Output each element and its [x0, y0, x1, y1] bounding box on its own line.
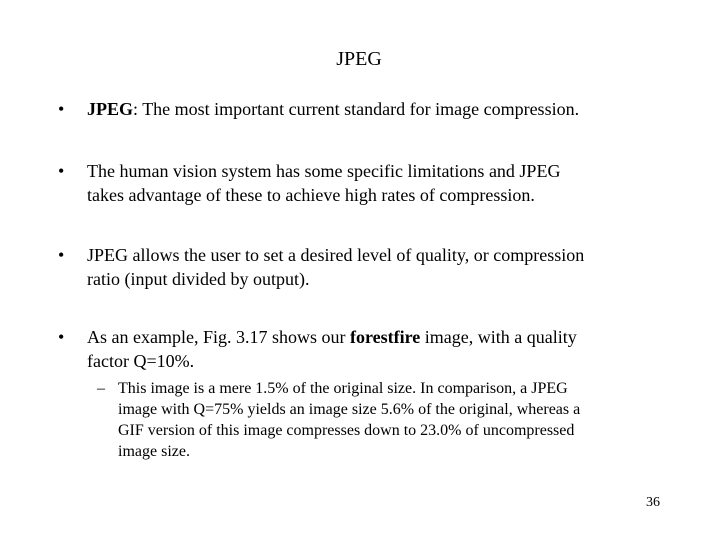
- sub-bullet-line: GIF version of this image compresses down to 23.0% of uncompressed: [118, 422, 575, 439]
- bullet-bold-lead: JPEG: [87, 99, 134, 119]
- bullet-line-post: image, with a quality: [420, 327, 577, 347]
- dash-icon: –: [97, 380, 105, 397]
- sub-bullet-line: image size.: [118, 443, 190, 460]
- bullet-bold-term: forestfire: [349, 327, 421, 347]
- bullet-text: [87, 325, 658, 373]
- bullet-line-pre: As an example, Fig. 3.17 shows our: [87, 327, 350, 347]
- bullet-icon: •: [58, 327, 65, 347]
- sub-bullet-text: [118, 378, 658, 462]
- bullet-line: factor Q=10%.: [87, 351, 195, 371]
- bullet-icon: •: [58, 99, 65, 119]
- bullet-line: The human vision system has some specific limitations and JPEG: [87, 161, 561, 181]
- bullet-icon: •: [58, 245, 65, 265]
- bullet-line: takes advantage of these to achieve high rates of compression.: [87, 185, 535, 205]
- sub-bullet-line: image with Q=75% yields an image size 5.6% of the original, whereas a: [118, 401, 581, 418]
- bullet-line: ratio (input divided by output).: [87, 269, 310, 289]
- sub-bullet-line: This image is a mere 1.5% of the original size. In comparison, a JPEG: [118, 380, 568, 397]
- page-number: 36: [646, 495, 660, 510]
- slide-title: JPEG: [336, 48, 382, 70]
- bullet-body: : The most important current standard for image compression.: [133, 99, 580, 119]
- bullet-line: JPEG allows the user to set a desired level of quality, or compression: [87, 245, 585, 265]
- bullet-text: [87, 243, 658, 291]
- bullet-text: [87, 159, 658, 207]
- bullet-icon: •: [58, 161, 65, 181]
- bullet-text: [87, 97, 658, 121]
